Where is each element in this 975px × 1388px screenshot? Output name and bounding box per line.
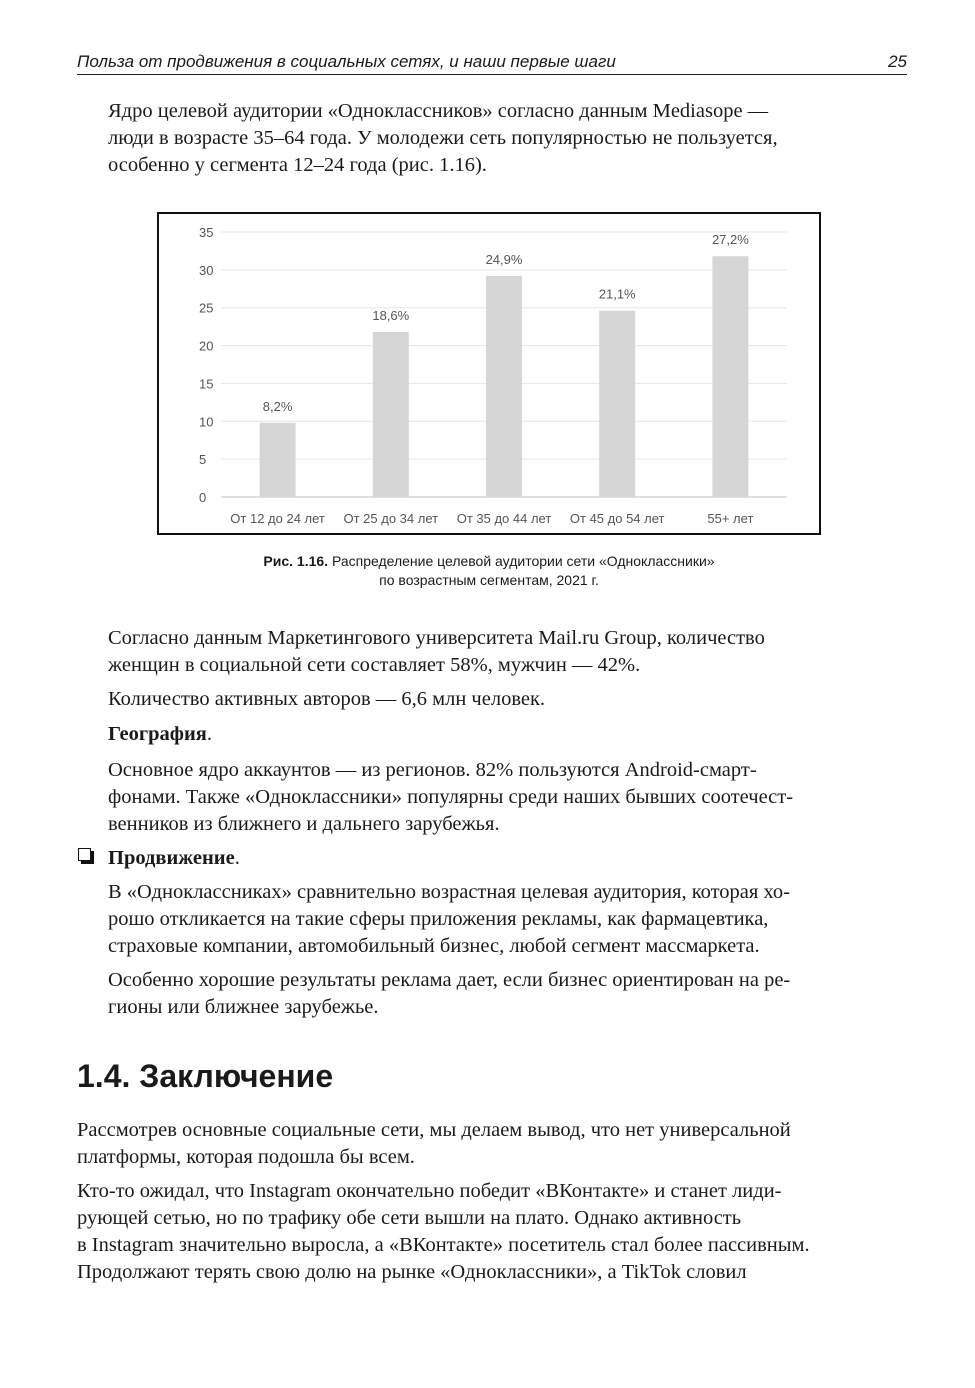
text-line: Продолжают терять свою долю на рынке «Одноклассники», а TikTok словил <box>77 1261 747 1283</box>
text-line: люди в возрасте 35–64 года. У молодежи сеть популярностью не пользуется, <box>108 127 778 149</box>
figure-chart <box>157 212 821 535</box>
caption-line2: по возрастным сегментам, 2021 г. <box>379 572 599 588</box>
y-tick-label: 10 <box>199 414 214 430</box>
checkbox-bullet-icon <box>78 848 91 861</box>
y-tick-label: 25 <box>199 300 214 316</box>
y-tick-label: 30 <box>199 262 214 278</box>
bar <box>486 276 522 497</box>
caption-label: Рис. 1.16. <box>263 553 329 569</box>
bar <box>712 256 748 497</box>
bar <box>599 311 635 497</box>
promo-heading-text: Продвижение <box>108 847 235 869</box>
figure-caption <box>157 552 821 590</box>
caption-line1: Распределение целевой аудитории сети «Одноклассники» <box>331 553 715 569</box>
bar-data-label: 18,6% <box>372 307 410 323</box>
text-line: Особенно хорошие результаты реклама дает, если бизнес ориентирован на ре- <box>108 969 791 991</box>
x-tick-label: От 25 до 34 лет <box>343 511 439 526</box>
x-tick-label: От 12 до 24 лет <box>230 511 325 526</box>
running-title: Польза от продвижения в социальных сетях, и наши первые шаги <box>77 52 616 71</box>
section-heading: 1.4. Заключение <box>77 1058 334 1094</box>
x-tick-label: От 45 до 54 лет <box>569 511 665 526</box>
bar-data-label: 24,9% <box>485 251 523 267</box>
geo-heading-text: География <box>108 723 207 745</box>
text-line: Согласно данным Маркетингового университета Mail.ru Group, количество <box>108 627 765 649</box>
y-tick-label: 35 <box>199 225 214 240</box>
geo-heading: География. <box>108 723 213 745</box>
running-header <box>77 50 907 75</box>
text-line: в Instagram значительно выросла, а «ВКонтакте» посетитель стал более пассивным. <box>77 1234 810 1256</box>
text-line: Ядро целевой аудитории «Одноклассников» согласно данным Mediasope — <box>108 100 769 122</box>
bar-data-label: 21,1% <box>598 286 636 302</box>
bar <box>373 332 409 497</box>
text-line: венников из ближнего и дальнего зарубежья. <box>108 813 500 835</box>
text-line: рошо откликается на такие сферы приложения рекламы, как фармацевтика, <box>108 908 769 930</box>
text-line: страховые компании, автомобильный бизнес, любой сегмент массмаркета. <box>108 935 760 957</box>
text-line: платформы, которая подошла бы всем. <box>77 1146 415 1168</box>
text-line: особенно у сегмента 12–24 года (рис. 1.16). <box>108 154 487 176</box>
bar <box>260 423 296 497</box>
x-tick-label: От 35 до 44 лет <box>456 511 552 526</box>
bar-data-label: 27,2% <box>711 232 749 248</box>
text-line: Кто-то ожидал, что Instagram окончательно победит «ВКонтакте» и станет лиди- <box>77 1180 782 1202</box>
text-line: женщин в социальной сети составляет 58%, мужчин — 42%. <box>108 654 641 676</box>
bar-chart <box>159 214 819 533</box>
text-line: фонами. Также «Одноклассники» популярны среди наших бывших соотечест- <box>108 786 794 808</box>
y-tick-label: 15 <box>199 376 214 392</box>
y-tick-label: 0 <box>199 490 207 505</box>
promo-heading: Продвижение. <box>108 847 240 869</box>
text-line: Рассмотрев основные социальные сети, мы делаем вывод, что нет универсальной <box>77 1119 791 1141</box>
bar-data-label: 8,2% <box>262 398 293 414</box>
page-number: 25 <box>888 52 907 71</box>
text-line: В «Одноклассниках» сравнительно возрастная целевая аудитория, которая хо- <box>108 881 791 903</box>
text-line: Основное ядро аккаунтов — из регионов. 82% пользуются Android-смарт- <box>108 759 757 781</box>
y-tick-label: 5 <box>199 452 207 468</box>
y-tick-label: 20 <box>199 338 214 354</box>
text-line: рующей сетью, но по трафику обе сети вышли на плато. Однако активность <box>77 1207 742 1229</box>
text-line: гионы или ближнее зарубежье. <box>108 996 379 1018</box>
text-line: Количество активных авторов — 6,6 млн человек. <box>108 688 546 710</box>
x-tick-label: 55+ лет <box>707 511 754 526</box>
